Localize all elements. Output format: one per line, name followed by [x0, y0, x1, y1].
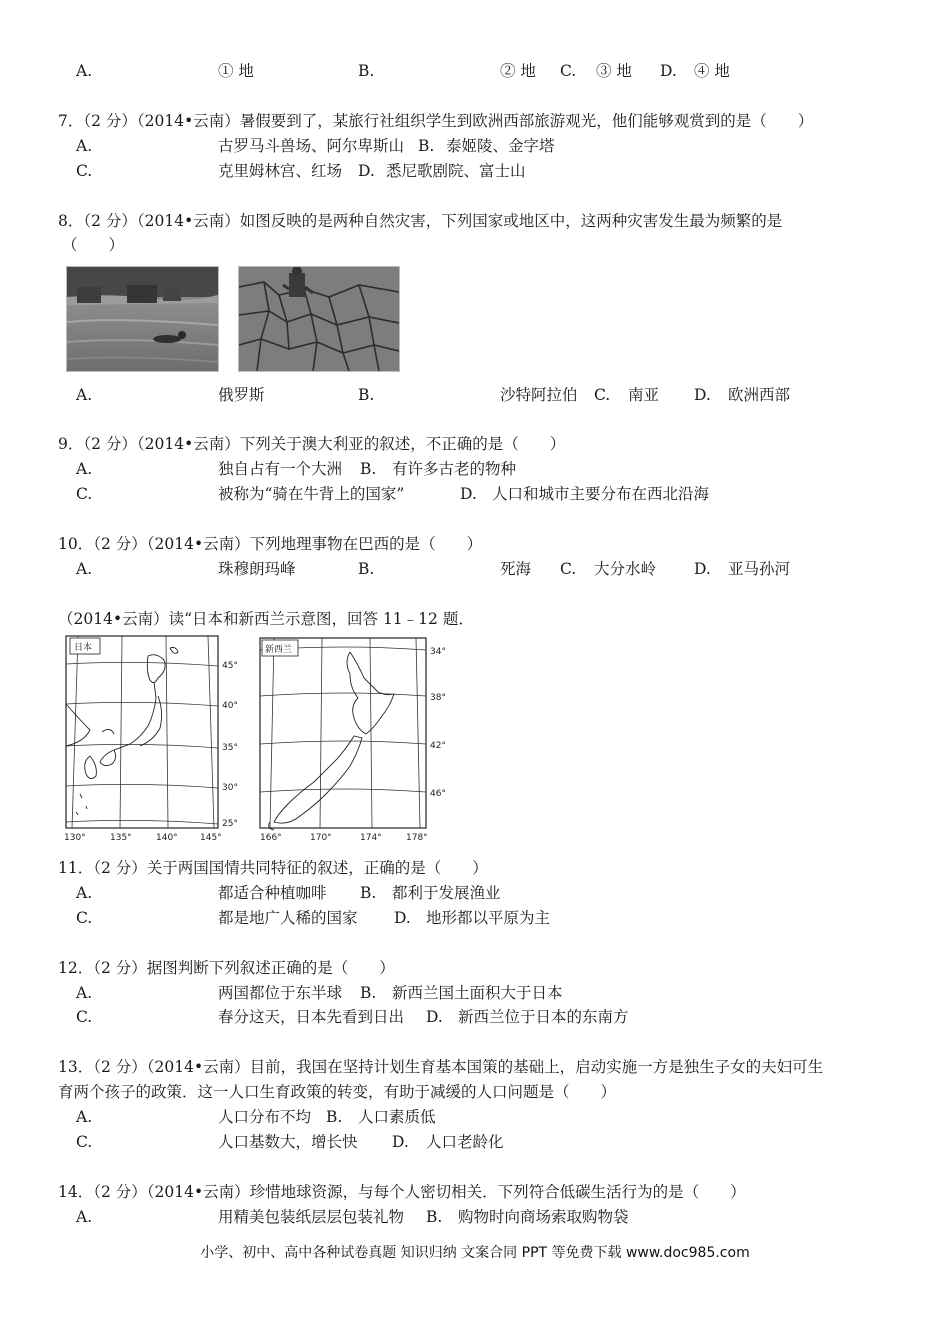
q10-stem: 10．（2 分）（2014•云南）下列地理事物在巴西的是（ ）: [58, 535, 483, 553]
nz-lon-170: 170°: [310, 833, 332, 843]
q8-stem-line2: （ ）: [62, 236, 125, 254]
q8-stem-line1: 8．（2 分）（2014•云南）如图反映的是两种自然灾害，下列国家或地区中，这两种灾害发生最为频繁的是: [58, 212, 783, 230]
drought-photo: [238, 266, 400, 372]
q13-option-b-text: 人口素质低: [358, 1108, 436, 1126]
q7-option-d-letter: D.: [358, 162, 375, 180]
q13-option-c-letter: C.: [76, 1133, 93, 1151]
q11-option-d-letter: D.: [394, 909, 411, 927]
q13-option-d-text: 人口老龄化: [426, 1133, 504, 1151]
q12-option-d-letter: D.: [426, 1008, 443, 1026]
q6-option-b-text: ② 地: [500, 62, 536, 80]
new-zealand-map-title: 新西兰: [265, 645, 293, 655]
q7-option-c-letter: C.: [76, 162, 93, 180]
q12-option-d-text: 新西兰位于日本的东南方: [458, 1008, 629, 1026]
q9-option-b-text: 有许多古老的物种: [392, 460, 517, 478]
q10-option-a-text: 珠穆朗玛峰: [218, 560, 296, 578]
q10-option-d-text: 亚马孙河: [728, 560, 791, 578]
flood-photo: [66, 266, 219, 372]
q11-option-c-letter: C.: [76, 909, 93, 927]
q6-option-b-letter: B.: [358, 62, 375, 80]
q14-option-b-text: 购物时向商场索取购物袋: [458, 1208, 629, 1226]
q6-option-d-text: ④ 地: [694, 62, 730, 80]
q9-option-c-text: 被称为“骑在牛背上的国家”: [218, 485, 405, 503]
q13-option-d-letter: D.: [392, 1133, 409, 1151]
q7-option-a-text: 古罗马斗兽场、阿尔卑斯山: [218, 137, 405, 155]
q9-option-a-text: 独自占有一个大洲: [218, 460, 343, 478]
page-footer: 小学、初中、高中各种试卷真题 知识归纳 文案合同 PPT 等免费下载 www.doc985.com: [200, 1245, 750, 1261]
q8-option-a-text: 俄罗斯: [218, 386, 265, 404]
q6-option-d-letter: D.: [660, 62, 677, 80]
nz-lon-174: 174°: [360, 833, 382, 843]
q13-stem-line1: 13．（2 分）（2014•云南）目前，我国在坚持计划生育基本国策的基础上，启动实施一方是独生子女的夫妇可生: [58, 1058, 824, 1076]
q12-option-a-letter: A.: [76, 984, 93, 1002]
q10-option-b-text: 死海: [500, 560, 532, 578]
q7-option-b-text: 泰姬陵、金字塔: [446, 137, 555, 155]
nz-lat-46: 46°: [430, 789, 446, 799]
nz-lon-166: 166°: [260, 833, 282, 843]
q10-option-d-letter: D.: [694, 560, 711, 578]
q12-stem: 12．（2 分）据图判断下列叙述正确的是（ ）: [58, 959, 395, 977]
q8-option-a-letter: A.: [76, 386, 93, 404]
q6-option-c-text: ③ 地: [596, 62, 632, 80]
q9-option-b-letter: B.: [360, 460, 377, 478]
japan-lat-30: 30°: [222, 783, 238, 793]
q11-stem: 11．（2 分）关于两国国情共同特征的叙述，正确的是（ ）: [58, 859, 488, 877]
nz-lon-178: 178°: [406, 833, 428, 843]
q14-option-a-text: 用精美包装纸层层包装礼物: [218, 1208, 405, 1226]
q14-option-b-letter: B.: [426, 1208, 443, 1226]
q8-option-c-letter: C.: [594, 386, 611, 404]
q7-stem: 7．（2 分）（2014•云南）暑假要到了，某旅行社组织学生到欧洲西部旅游观光，他们能够观赏到的是（ ）: [58, 112, 814, 130]
q6-option-a-text: ① 地: [218, 62, 254, 80]
q10-option-c-letter: C.: [560, 560, 577, 578]
q11-option-c-text: 都是地广人稀的国家: [218, 909, 358, 927]
q7-option-b-letter: B.: [418, 137, 435, 155]
q13-option-b-letter: B.: [326, 1108, 343, 1126]
japan-lon-140: 140°: [156, 833, 178, 843]
q6-option-a-letter: A.: [76, 62, 93, 80]
q9-option-c-letter: C.: [76, 485, 93, 503]
japan-lat-25: 25°: [222, 819, 238, 829]
q11-option-d-text: 地形都以平原为主: [426, 909, 551, 927]
japan-map-title: 日本: [74, 643, 93, 653]
q12-option-c-letter: C.: [76, 1008, 93, 1026]
japan-lon-145: 145°: [200, 833, 222, 843]
japan-map: [60, 634, 240, 844]
q11-option-a-letter: A.: [76, 884, 93, 902]
nz-lat-38: 38°: [430, 693, 446, 703]
q7-option-a-letter: A.: [76, 137, 93, 155]
q11-option-b-letter: B.: [360, 884, 377, 902]
nz-lat-42: 42°: [430, 741, 446, 751]
japan-lon-130: 130°: [64, 833, 86, 843]
japan-lat-35: 35°: [222, 743, 238, 753]
q6-option-c-letter: C.: [560, 62, 577, 80]
q11-option-a-text: 都适合种植咖啡: [218, 884, 327, 902]
q7-option-d-text: 悉尼歌剧院、富士山: [386, 162, 526, 180]
new-zealand-map: [254, 634, 454, 844]
q13-option-a-letter: A.: [76, 1108, 93, 1126]
q14-stem: 14．（2 分）（2014•云南）珍惜地球资源，与每个人密切相关．下列符合低碳生活行为的是（ ）: [58, 1183, 746, 1201]
q13-option-c-text: 人口基数大，增长快: [218, 1133, 358, 1151]
drought-photo-image: [239, 267, 399, 371]
q9-option-d-text: 人口和城市主要分布在西北沿海: [492, 485, 710, 503]
q11-option-b-text: 都利于发展渔业: [392, 884, 501, 902]
q14-option-a-letter: A.: [76, 1208, 93, 1226]
q9-option-a-letter: A.: [76, 460, 93, 478]
q10-option-c-text: 大分水岭: [594, 560, 657, 578]
q8-option-b-letter: B.: [358, 386, 375, 404]
q10-option-a-letter: A.: [76, 560, 93, 578]
q13-stem-line2: 育两个孩子的政策．这一人口生育政策的转变，有助于减缓的人口问题是（ ）: [58, 1083, 617, 1101]
q10-option-b-letter: B.: [358, 560, 375, 578]
nz-lat-34: 34°: [430, 647, 446, 657]
q9-stem: 9．（2 分）（2014•云南）下列关于澳大利亚的叙述，不正确的是（ ）: [58, 435, 566, 453]
q12-option-b-text: 新西兰国土面积大于日本: [392, 984, 563, 1002]
q8-option-d-letter: D.: [694, 386, 711, 404]
q13-option-a-text: 人口分布不均: [218, 1108, 312, 1126]
q7-option-c-text: 克里姆林宫、红场: [218, 162, 343, 180]
q12-option-c-text: 春分这天，日本先看到日出: [218, 1008, 405, 1026]
q12-option-a-text: 两国都位于东半球: [218, 984, 343, 1002]
japan-lon-135: 135°: [110, 833, 132, 843]
q12-option-b-letter: B.: [360, 984, 377, 1002]
q9-option-d-letter: D.: [460, 485, 477, 503]
flood-photo-image: [67, 267, 218, 371]
maps-intro: （2014•云南）读“日本和新西兰示意图，回答 11﹣12 题．: [58, 610, 474, 628]
q8-option-c-text: 南亚: [628, 386, 660, 404]
q8-option-b-text: 沙特阿拉伯: [500, 386, 578, 404]
q8-option-d-text: 欧洲西部: [728, 386, 791, 404]
japan-lat-40: 40°: [222, 701, 238, 711]
japan-lat-45: 45°: [222, 661, 238, 671]
